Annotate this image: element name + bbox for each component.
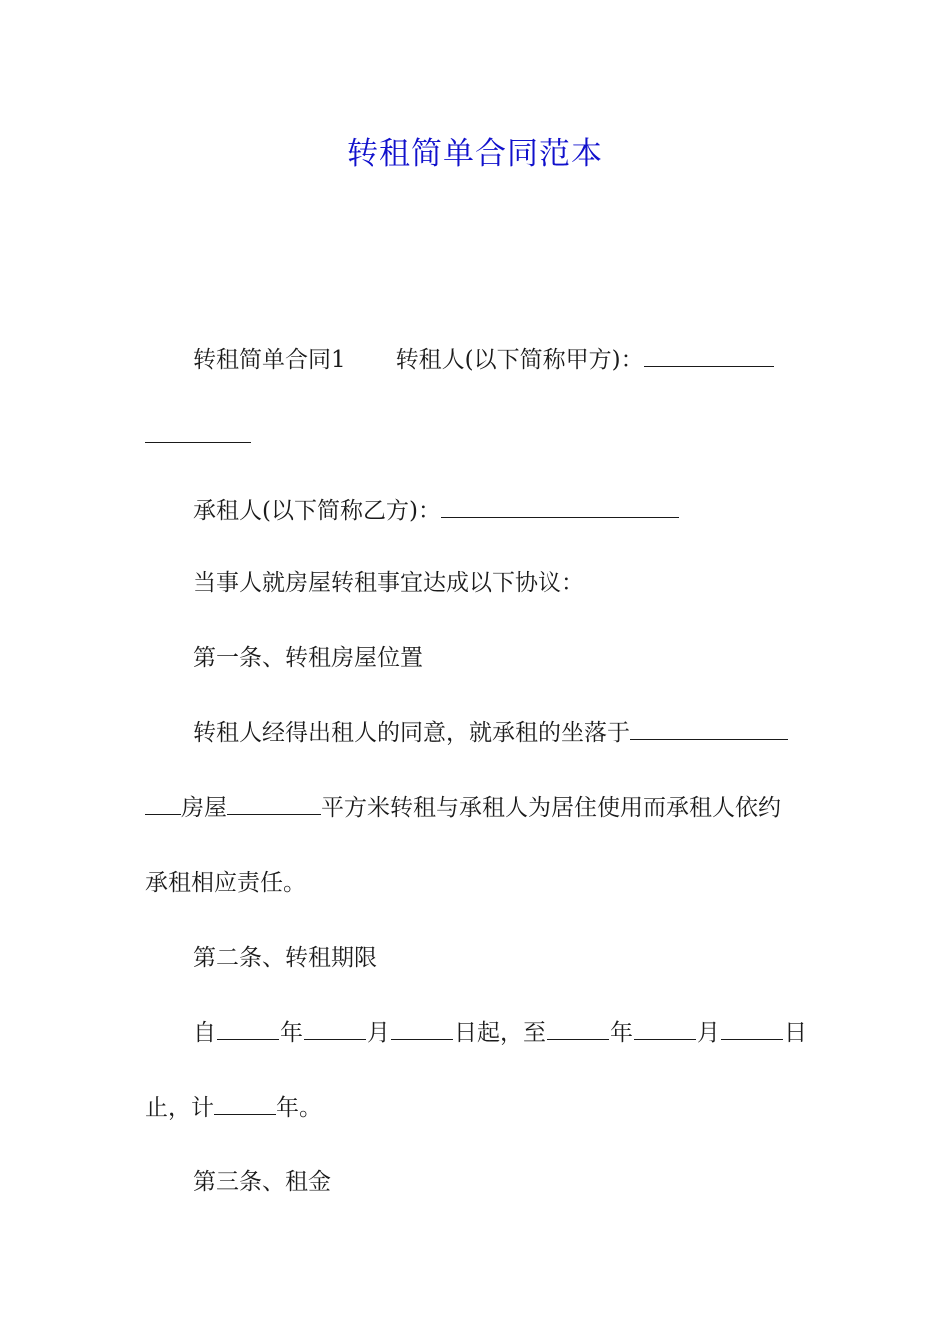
party-a-label: 转租人(以下简称甲方)：: [395, 347, 644, 373]
article-1-heading: 第一条、转租房屋位置: [193, 645, 423, 671]
document-title: 转租简单合同范本: [347, 136, 603, 172]
contract-heading: 转租简单合同1: [193, 347, 346, 373]
article-1-text-line1: [145, 717, 855, 749]
location-blank: [630, 719, 788, 740]
end-day-blank: [721, 1019, 783, 1040]
total-label: 止，计: [145, 1095, 214, 1121]
year-label: 年: [280, 1020, 303, 1046]
party-b-line: [145, 495, 855, 527]
day-start-label: 日起，至: [454, 1020, 546, 1046]
article-3-heading: 第三条、租金: [193, 1169, 331, 1195]
total-years-blank: [214, 1094, 276, 1115]
article-1-text-line3: 承租相应责任。: [145, 870, 306, 896]
start-year-blank: [217, 1019, 279, 1040]
years-suffix: 年。: [276, 1095, 322, 1121]
month-label: 月: [367, 1020, 390, 1046]
location-blank-continued: [145, 794, 181, 815]
end-month-blank: [634, 1019, 696, 1040]
end-year-label: 年: [610, 1020, 633, 1046]
term-dates-line: [145, 1017, 807, 1049]
house-label: 房屋: [181, 795, 227, 821]
article-2-heading: 第二条、转租期限: [193, 945, 377, 971]
party-a-line: [145, 344, 855, 376]
party-b-label: 承租人(以下简称乙方)：: [193, 498, 441, 524]
end-day-label: 日: [784, 1020, 807, 1046]
article-1-text: 转租人经得出租人的同意，就承租的坐落于: [193, 720, 630, 746]
party-a-blank: [644, 346, 774, 367]
area-blank: [227, 794, 321, 815]
sublet-purpose-text: 平方米转租与承租人为居住使用而承租人依约: [321, 795, 781, 821]
party-a-blank-continued-line: [145, 420, 807, 452]
article-1-text-line2: [145, 792, 807, 824]
party-a-blank-continued: [145, 422, 251, 443]
end-month-label: 月: [697, 1020, 720, 1046]
from-label: 自: [193, 1020, 216, 1046]
start-day-blank: [391, 1019, 453, 1040]
party-b-blank: [441, 497, 679, 518]
end-year-blank: [547, 1019, 609, 1040]
term-total-line: [145, 1092, 807, 1124]
agreement-intro: 当事人就房屋转租事宜达成以下协议：: [193, 570, 584, 596]
start-month-blank: [304, 1019, 366, 1040]
